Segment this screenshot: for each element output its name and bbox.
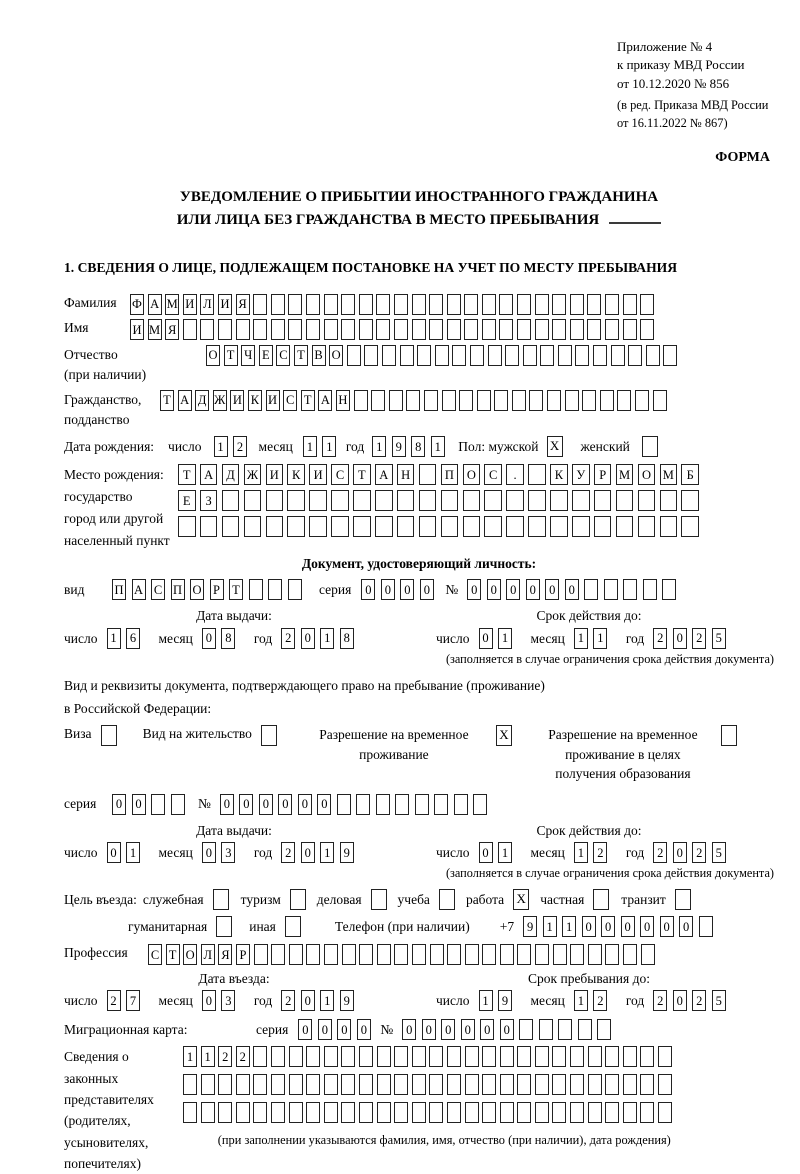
residence-validity-group	[436, 842, 731, 863]
residence-number-label: №	[198, 796, 211, 812]
surname-row	[64, 294, 774, 315]
purpose-study	[398, 889, 455, 910]
residence-issue-date-group	[64, 842, 436, 863]
month-label: месяц	[530, 630, 565, 646]
purpose-transit-checkbox[interactable]	[675, 889, 691, 910]
residence-doc-series-row	[64, 794, 774, 815]
form-title-line2: ИЛИ ЛИЦА БЕЗ ГРАЖДАНСТВА В МЕСТО ПРЕБЫВАНИЯ	[176, 212, 600, 229]
representatives-label-line5: усыновителях,	[64, 1134, 149, 1150]
citizenship-label-line2: подданство	[64, 412, 130, 428]
birth-month-cells[interactable]: 1 1	[303, 436, 342, 457]
visa-checkbox[interactable]	[101, 725, 117, 746]
option-temp-residence	[301, 725, 512, 764]
firstname-label: Имя	[64, 320, 89, 336]
doc-validity-year-cells[interactable]: 2 0 2 5	[653, 628, 731, 649]
firstname-row	[64, 319, 774, 340]
amendment-block	[617, 97, 774, 132]
doc-issue-date-header: Дата выдачи:	[196, 608, 272, 624]
purpose-label: иная	[249, 918, 276, 934]
year-label: год	[253, 845, 273, 860]
entry-date-headers	[64, 970, 774, 988]
amendment-line2: от 16.11.2022 № 867)	[617, 115, 728, 130]
temp-residence-label: Разрешение на временное проживание	[319, 727, 469, 762]
stay-until-header: Срок пребывания до:	[528, 970, 650, 986]
temp-residence-checkbox[interactable]: X	[496, 725, 512, 746]
purpose-other	[249, 916, 301, 937]
year-label: год	[253, 993, 273, 1009]
representatives-label-line3: представителях	[64, 1091, 154, 1107]
year-label: год	[625, 845, 645, 860]
purpose-label: транзит	[621, 891, 666, 907]
migration-number-cells[interactable]: 0 0 0 0 0 0	[402, 1019, 617, 1040]
profession-row	[64, 944, 774, 965]
residence-validity-month-cells[interactable]: 1 2	[574, 842, 613, 863]
month-label: месяц	[158, 630, 193, 646]
phone-prefix: +7	[499, 918, 515, 934]
form-title-line2-wrap	[64, 209, 774, 232]
doc-validity-header: Срок действия до:	[536, 608, 642, 624]
birth-year-label: год	[345, 439, 365, 455]
residence-series-cells[interactable]: 0 0	[112, 794, 190, 815]
stay-until-year-cells[interactable]: 2 0 2 5	[653, 990, 731, 1011]
birth-date-row	[64, 436, 774, 457]
purpose-label: служебная	[142, 891, 204, 907]
patronymic-label	[64, 345, 206, 386]
purpose-private	[540, 889, 609, 910]
representatives-row3-cells[interactable]	[183, 1102, 676, 1123]
entry-date-row	[64, 990, 774, 1011]
migration-series-label: серия	[256, 1022, 289, 1038]
purpose-business-checkbox[interactable]	[371, 889, 387, 910]
month-label: месяц	[530, 845, 565, 860]
residence-issue-headers	[64, 822, 774, 840]
citizenship-input-cells[interactable]: Т А Д Ж И К И С Т А Н	[160, 390, 670, 411]
birth-place-label-line4: населенный пункт	[64, 533, 170, 549]
doc-series-label: серия	[319, 582, 352, 598]
residence-issue-year-cells[interactable]: 2 0 1 9	[281, 842, 359, 863]
form-title	[64, 186, 774, 233]
purpose-label: учеба	[397, 891, 430, 907]
identity-doc-heading: Документ, удостоверяющий личность:	[301, 555, 537, 571]
visa-label: Виза	[64, 726, 92, 742]
purpose-label: гуманитарная	[128, 918, 208, 934]
representatives-note: (при заполнении указываются фамилия, имя, отчество (при наличии), дата рождения)	[217, 1133, 671, 1148]
firstname-input-cells[interactable]: И М Я	[130, 319, 658, 340]
birth-place-label	[64, 464, 178, 551]
doc-number-label: №	[445, 582, 459, 598]
residence-doc-options	[64, 725, 774, 784]
migration-series-cells[interactable]: 0 0 0 0	[298, 1019, 376, 1040]
purpose-transit	[621, 889, 691, 910]
purpose-label: туризм	[240, 891, 281, 907]
day-label: число	[436, 630, 470, 646]
year-label: год	[625, 630, 645, 646]
forma-label: ФОРМА	[715, 149, 770, 165]
day-label: число	[64, 993, 98, 1009]
residence-validity-header: Срок действия до:	[536, 822, 642, 838]
residence-issue-month-cells[interactable]: 0 3	[202, 842, 241, 863]
doc-issue-row	[64, 628, 774, 649]
doc-type-label: вид	[64, 582, 85, 598]
identity-doc-row	[64, 579, 774, 600]
option-residence-permit	[143, 725, 277, 746]
birth-place-row3-cells[interactable]	[178, 516, 703, 537]
stay-until-day-cells[interactable]: 1 9	[479, 990, 518, 1011]
surname-label: Фамилия	[64, 294, 117, 310]
entry-purpose-row2	[64, 916, 774, 937]
form-title-line1: УВЕДОМЛЕНИЕ О ПРИБЫТИИ ИНОСТРАННОГО ГРАЖДАНИНА	[179, 188, 659, 205]
temp-residence-education-checkbox[interactable]	[721, 725, 737, 746]
residence-permit-checkbox[interactable]	[261, 725, 277, 746]
migration-card-label: Миграционная карта:	[64, 1022, 188, 1038]
doc-issue-year-cells[interactable]: 2 0 1 8	[281, 628, 359, 649]
purpose-business-official	[143, 889, 229, 910]
section1-heading: 1. СВЕДЕНИЯ О ЛИЦЕ, ПОДЛЕЖАЩЕМ ПОСТАНОВКЕ НА УЧЕТ ПО МЕСТУ ПРЕБЫВАНИЯ	[64, 260, 678, 276]
profession-label: Профессия	[64, 945, 128, 961]
citizenship-row	[64, 390, 774, 431]
birth-day-label: число	[168, 439, 202, 455]
surname-input-cells[interactable]: Ф А М И Л И Я	[130, 294, 658, 315]
purpose-humanitarian	[128, 916, 232, 937]
birth-month-label: месяц	[258, 439, 293, 455]
day-label: число	[64, 630, 98, 646]
birth-place-row1-cells[interactable]: Т А Д Ж И К И С Т А Н П О С . К У Р М О М Б	[178, 464, 703, 485]
entry-day-cells[interactable]: 2 7	[107, 990, 146, 1011]
profession-cells[interactable]: С Т О Л Я Р	[148, 944, 658, 965]
residence-validity-day-cells[interactable]: 0 1	[479, 842, 518, 863]
title-blank-underline	[609, 212, 661, 224]
representatives-row2-cells[interactable]	[183, 1074, 676, 1095]
stay-until-group	[436, 990, 731, 1011]
sex-male-label: Пол: мужской	[458, 439, 539, 455]
birth-place-label-line3: город или другой	[64, 511, 164, 527]
doc-validity-note: (заполняется в случае ограничения срока действия документа)	[445, 651, 774, 666]
patronymic-label-line1: Отчество	[64, 346, 118, 362]
legal-reference-block	[617, 38, 774, 133]
birth-year-cells[interactable]: 1 9 8 1	[372, 436, 450, 457]
citizenship-label-line1: Гражданство,	[64, 391, 142, 407]
doc-issue-headers	[64, 607, 774, 625]
representatives-label-line1: Сведения о	[64, 1049, 129, 1065]
residence-permit-label: Вид на жительство	[142, 726, 252, 742]
phone-label: Телефон (при наличии)	[334, 918, 470, 934]
residence-validity-note: (заполняется в случае ограничения срока действия документа)	[445, 866, 774, 881]
day-label: число	[436, 845, 470, 860]
residence-doc-line1: Вид и реквизиты документа, подтверждающего право на пребывание (проживание)	[64, 677, 545, 693]
residence-validity-year-cells[interactable]: 2 0 2 5	[653, 842, 731, 863]
legal-reference-line2: к приказу МВД России	[617, 57, 745, 73]
purpose-official-checkbox[interactable]	[213, 889, 229, 910]
purpose-humanitarian-checkbox[interactable]	[216, 916, 232, 937]
representatives-row1-cells[interactable]: 1 1 2 2	[183, 1046, 676, 1067]
entry-purpose-label: Цель въезда:	[64, 891, 137, 907]
sex-female-checkbox[interactable]	[642, 436, 658, 457]
purpose-work	[466, 889, 529, 910]
birth-place-grid	[178, 464, 703, 537]
doc-validity-day-cells[interactable]: 0 1	[479, 628, 518, 649]
entry-purpose-row1	[64, 889, 774, 910]
sex-male-checkbox[interactable]: X	[547, 436, 563, 457]
patronymic-row	[64, 345, 774, 386]
representatives-label-line6: попечителях)	[64, 1155, 141, 1171]
purpose-tourism-checkbox[interactable]	[290, 889, 306, 910]
residence-series-label: серия	[64, 796, 97, 812]
month-label: месяц	[158, 845, 193, 860]
citizenship-label	[64, 390, 160, 431]
amendment-line1: (в ред. Приказа МВД России	[617, 98, 769, 113]
purpose-other-checkbox[interactable]	[285, 916, 301, 937]
purpose-tourism	[241, 889, 306, 910]
purpose-business	[317, 889, 387, 910]
entry-date-group	[64, 990, 436, 1011]
option-visa	[64, 725, 117, 746]
day-label: число	[64, 845, 98, 860]
birth-place-label-line2: государство	[64, 489, 133, 505]
entry-month-cells[interactable]: 0 3	[202, 990, 241, 1011]
temp-residence-education-label: Разрешение на временное проживание в целях получения образования	[548, 727, 698, 782]
residence-doc-line2: в Российской Федерации:	[64, 700, 212, 716]
purpose-work-checkbox[interactable]: X	[513, 889, 529, 910]
sex-female-label: женский	[580, 439, 630, 455]
doc-issue-day-cells[interactable]: 1 6	[107, 628, 146, 649]
birth-place-row2-cells[interactable]: Е З	[178, 490, 703, 511]
doc-issue-month-cells[interactable]: 0 8	[202, 628, 241, 649]
representatives-label-line2: законных	[64, 1070, 119, 1086]
doc-series-cells[interactable]: 0 0 0 0	[361, 579, 439, 600]
residence-issue-row	[64, 842, 774, 863]
representatives-grid	[183, 1046, 676, 1148]
residence-number-cells[interactable]: 0 0 0 0 0 0	[220, 794, 493, 815]
month-label: месяц	[158, 993, 193, 1009]
representatives-label-line4: (родителях,	[64, 1113, 131, 1129]
migration-number-label: №	[380, 1022, 394, 1038]
representatives-label	[64, 1046, 183, 1174]
patronymic-input-cells[interactable]: О Т Ч Е С Т В О	[206, 345, 681, 366]
year-label: год	[625, 993, 645, 1009]
doc-issue-date-group	[64, 628, 436, 649]
purpose-label: частная	[540, 891, 585, 907]
legal-reference-line3: от 10.12.2020 № 856	[617, 75, 730, 91]
doc-validity-group	[436, 628, 731, 649]
doc-number-cells[interactable]: 0 0 0 0 0 0	[467, 579, 682, 600]
stay-until-month-cells[interactable]: 1 2	[574, 990, 613, 1011]
doc-validity-month-cells[interactable]: 1 1	[574, 628, 613, 649]
purpose-study-checkbox[interactable]	[439, 889, 455, 910]
month-label: месяц	[530, 993, 565, 1009]
residence-issue-date-header: Дата выдачи:	[196, 822, 272, 838]
purpose-label: деловая	[316, 891, 362, 907]
doc-type-cells[interactable]: П А С П О Р Т	[112, 579, 307, 600]
purpose-label: работа	[465, 891, 505, 907]
day-label: число	[436, 993, 470, 1009]
birth-date-label: Дата рождения:	[64, 439, 155, 455]
option-temp-residence-education	[534, 725, 737, 784]
birth-day-cells[interactable]: 1 2	[214, 436, 253, 457]
birth-place-row	[64, 464, 774, 551]
purpose-private-checkbox[interactable]	[593, 889, 609, 910]
migration-card-row	[64, 1019, 774, 1040]
representatives-row	[64, 1046, 774, 1174]
residence-issue-day-cells[interactable]: 0 1	[107, 842, 146, 863]
patronymic-label-line2: (при наличии)	[64, 367, 147, 383]
entry-year-cells[interactable]: 2 0 1 9	[281, 990, 359, 1011]
phone-cells[interactable]: 9 1 1 0 0 0 0 0 0	[523, 916, 718, 937]
birth-place-label-line1: Место рождения:	[64, 467, 164, 483]
year-label: год	[253, 630, 273, 646]
entry-date-header: Дата въезда:	[198, 970, 270, 986]
legal-reference-line1: Приложение № 4	[617, 39, 713, 54]
